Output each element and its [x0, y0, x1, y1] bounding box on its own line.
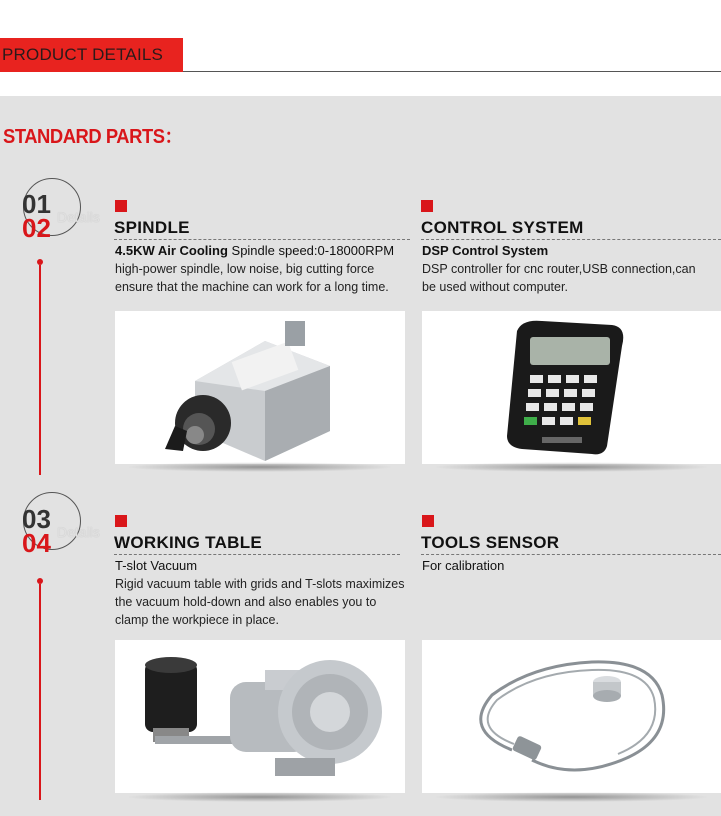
item-marker-square: [115, 200, 127, 212]
subtitle-bold: 4.5KW Air Cooling: [115, 243, 228, 258]
tool-sensor-photo: [422, 640, 721, 793]
dsp-controller-image: [422, 311, 721, 464]
spindle-photo: [115, 311, 405, 464]
item-marker-square: [422, 515, 434, 527]
photo-shadow: [432, 792, 711, 802]
section-title: STANDARD PARTS：: [3, 126, 183, 148]
item-desc-line: Rigid vacuum table with grids and T-slots maximizes: [115, 577, 405, 591]
dashed-divider: [114, 239, 410, 240]
item-desc-line: ensure that the machine can work for a long time.: [115, 280, 389, 294]
vacuum-pump-image: [115, 640, 405, 793]
item-desc-line: be used without computer.: [422, 280, 568, 294]
product-details-tab[interactable]: PRODUCT DETAILS: [0, 38, 183, 72]
tool-sensor-image: [422, 640, 721, 793]
subtitle-bold: DSP Control System: [422, 243, 549, 258]
item-desc-line: high-power spindle, low noise, big cutting force: [115, 262, 375, 276]
photo-shadow: [125, 462, 395, 472]
page-header: [0, 0, 721, 96]
photo-shadow: [125, 792, 395, 802]
number-top: 03: [22, 504, 51, 534]
item-subtitle: [422, 558, 504, 573]
details-label: Details: [57, 524, 100, 540]
number-bottom: 02: [22, 213, 51, 243]
item-marker-square: [421, 200, 433, 212]
subtitle-rest: Spindle speed:0-18000RPM: [227, 243, 395, 258]
item-subtitle: [422, 243, 548, 258]
item-subtitle: [115, 558, 197, 573]
item-desc-line: clamp the workpiece in place.: [115, 613, 279, 627]
header-divider: [183, 71, 721, 72]
dsp-controller-photo: [422, 311, 721, 464]
item-title-control-system: CONTROL SYSTEM: [421, 218, 584, 237]
timeline-line: [39, 265, 41, 475]
item-marker-square: [115, 515, 127, 527]
item-title-tools-sensor: TOOLS SENSOR: [421, 533, 560, 552]
subtitle-rest: For calibration: [422, 558, 505, 573]
item-desc-line: the vacuum hold-down and also enables you to: [115, 595, 377, 609]
details-label: Details: [57, 209, 100, 225]
dashed-divider: [421, 554, 721, 555]
number-bottom: 04: [22, 528, 51, 558]
photo-shadow: [432, 462, 711, 472]
number-top: 01: [22, 189, 51, 219]
spindle-image: [115, 311, 405, 464]
vacuum-pump-photo: [115, 640, 405, 793]
item-desc-line: DSP controller for cnc router,USB connection,can: [422, 262, 696, 276]
item-title-spindle: SPINDLE: [114, 218, 190, 237]
dashed-divider: [114, 554, 400, 555]
item-subtitle: [115, 243, 394, 258]
timeline-line: [39, 584, 41, 800]
dashed-divider: [421, 239, 721, 240]
item-title-working-table: WORKING TABLE: [114, 533, 263, 552]
subtitle-rest: T-slot Vacuum: [115, 558, 198, 573]
